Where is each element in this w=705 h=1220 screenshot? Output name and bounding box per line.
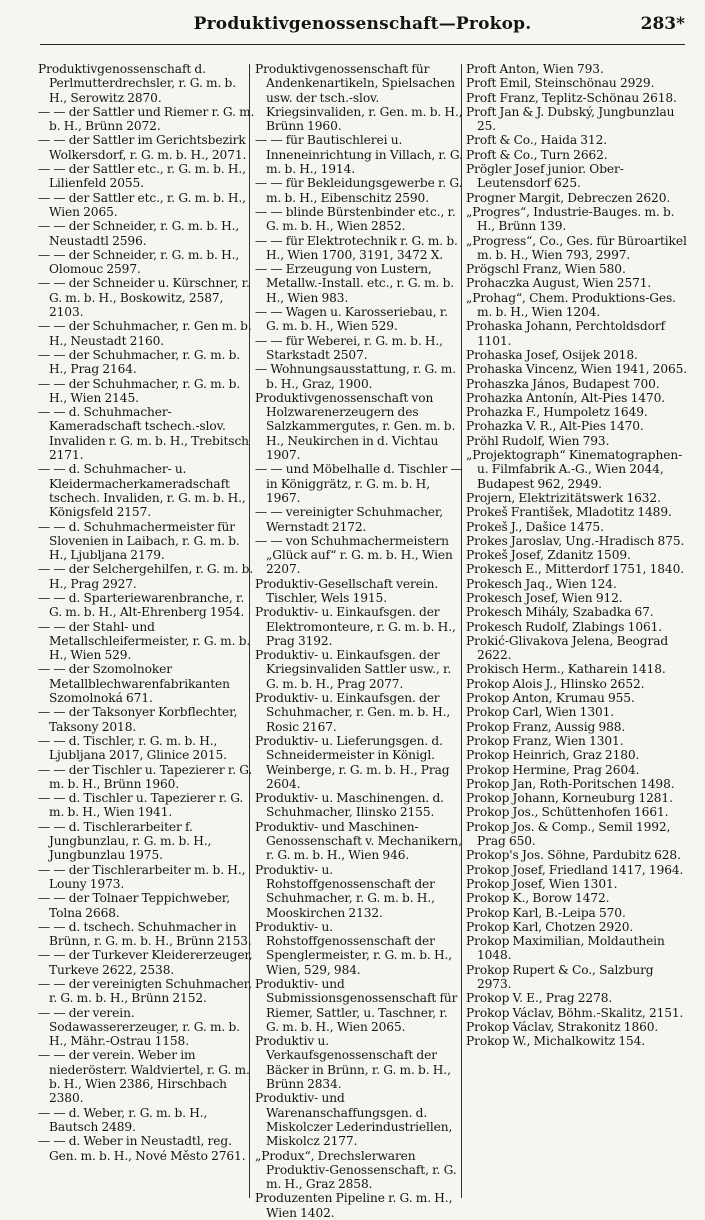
directory-entry: Prokesch Rudolf, Zlabings 1061. [466,619,663,634]
directory-entry: — — d. Schuhmachermeister für Slovenien in Laibach, r. G. m. b. H., Ljubljana 2179. [38,519,240,563]
directory-entry: Proft & Co., Haida 312. [466,133,608,148]
directory-entry: Prokop Alois J., Hlinsko 2652. [466,676,645,691]
directory-entry: Prokesch E., Mitterdorf 1751, 1840. [466,562,684,577]
directory-entry: Proft & Co., Turn 2662. [466,147,608,162]
directory-entry: Produktiv- und Submissionsgenossenschaft für Riemer, Sattler, u. Taschner, r. G. m. b. H., Wien 2065. [255,977,458,1034]
directory-entry: — — d. Sparteriewarenbranche, r. G. m. b. H., Alt-Ehrenberg 1954. [38,590,245,620]
directory-entry: Prokesch Mihály, Szabadka 67. [466,605,654,620]
directory-entry: — — d. Schuhmacher- u. Kleidermacherkameradschaft tschech. Invaliden, r. G. m. b. H., Königsfeld 2157. [38,462,246,520]
directory-entry: Produktiv- u. Rohstoffgenossenschaft der Schuhmacher, r. G. m. b. H., Mooskirchen 2132. [255,862,435,920]
directory-entry: Proft Jan & J. Dubský, Jungbunzlau 25. [466,104,675,134]
directory-entry: Prokop Rupert & Co., Salzburg 2973. [466,962,654,991]
directory-entry: Produktiv- und Maschinen-Genossenschaft v. Mechanikern, r. G. m. b. H., Wien 946. [255,819,462,863]
directory-entry: Produzenten Pipeline r. G. m. H., Wien 1402. [255,1191,453,1220]
directory-entry: Produktiv-Gesellschaft verein. Tischler, Wels 1915. [255,576,439,605]
directory-entry: Proft Emil, Steinschönau 2929. [466,76,655,91]
directory-entry: — — blinde Bürstenbinder etc., r. G. m. b. H., Wien 2852. [255,204,456,234]
directory-entry: — — der Schneider, r. G. m. b. H., Neustadtl 2596. [38,219,240,248]
directory-entry: — — der verein. Weber im niederösterr. Waldviertel, r. G. m. b. H., Wien 2386, Hirschbach 2380. [38,1048,250,1106]
directory-entry: — — d. Tischler u. Tapezierer r. G. m. b. H., Wien 1941. [38,791,244,820]
directory-entry: — — der Sattler und Riemer r. G. m. b. H., Brünn 2072. [38,104,255,134]
directory-entry: Prokop Josef, Friedland 1417, 1964. [466,862,684,877]
directory-entry: Prokop Franz, Aussig 988. [466,719,626,734]
directory-entry: Prohaska Vincenz, Wien 1941, 2065. [466,362,688,377]
directory-entry: — — d. Weber, r. G. m. b. H., Bautsch 2489. [38,1105,208,1134]
directory-entry: — — vereinigter Schuhmacher, Wernstadt 2172. [255,505,444,534]
column-1 [38,62,256,1163]
directory-entry: Prokes Jaroslav, Ung.-Hradisch 875. [466,533,685,548]
directory-entry: Prokop Hermine, Prag 2604. [466,762,640,777]
directory-entry: — — der verein. Sodawassererzeuger, r. G. m. b. H., Mähr.-Ostrau 1158. [38,1005,240,1049]
directory-entry: — — d. Tischlerarbeiter f. Jungbunzlau, r. G. m. b. H., Jungbunzlau 1975. [38,819,212,863]
directory-entry: — — für Weberei, r. G. m. b. H., Starkstadt 2507. [255,333,443,362]
directory-entry: „Produx“, Drechslerwaren Produktiv-Genossenschaft, r. G. m. H., Graz 2858. [255,1148,457,1192]
directory-entry: — — d. Tischler, r. G. m. b. H., Ljubljana 2017, Glinice 2015. [38,733,227,763]
directory-entry: Produktiv- u. Rohstoffgenossenschaft der Spenglermeister, r. G. m. b. H., Wien, 529, 984. [255,919,453,977]
directory-entry: Prokop Heinrich, Graz 2180. [466,748,640,763]
directory-entry: Prohaska Johann, Perchtoldsdorf 1101. [466,319,665,348]
directory-entry: — — der Tischlerarbeiter m. b. H., Louny 1973. [38,862,246,891]
directory-entry: „Projektograph“ Kinematographen- u. Filmfabrik A.-G., Wien 2044, Budapest 962, 2949. [466,448,683,491]
directory-entry: Prohaszka János, Budapest 700. [466,376,660,391]
directory-entry: Prokeš František, Mladotitz 1489. [466,505,672,520]
directory-entry: Prokop W., Michalkowitz 154. [466,1034,646,1049]
directory-entry: — — der Schuhmacher, r. G. m. b. H., Prag 2164. [38,347,241,377]
directory-entry: — — der Tischler u. Tapezierer r. G. m. b. H., Brünn 1960. [38,762,253,791]
directory-entry: Prohaczka August, Wien 2571. [466,276,652,291]
directory-entry: — — der Selchergehilfen, r. G. m. b. H., Prag 2927. [38,562,254,591]
directory-entry: Prohaska Josef, Osijek 2018. [466,347,638,362]
directory-entry: — — der Taksonyer Korbflechter, Taksony 2018. [38,705,238,734]
directory-entry: Prohazka V. R., Alt-Pies 1470. [466,419,644,434]
directory-entry: Progner Margit, Debreczen 2620. [466,190,671,205]
directory-entry: Prokop Josef, Wien 1301. [466,876,618,891]
page-number: 283* [640,14,685,34]
directory-entry: Prokesch Jaq., Wien 124. [466,576,617,591]
directory-entry: — — für Elektrotechnik r. G. m. b. H., Wien 1700, 3191, 3472 X. [255,233,458,262]
directory-entry: Pröhl Rudolf, Wien 793. [466,433,610,448]
directory-entry: Prokop Anton, Krumau 955. [466,691,635,706]
directory-entry: Produktiv- u. Maschinengen. d. Schuhmacher, Ilinsko 2155. [255,791,444,820]
directory-entry: — — d. Weber in Neustadtl, reg. Gen. m. b. H., Nové Město 2761. [38,1134,246,1163]
directory-entry: Prohazka F., Humpoletz 1649. [466,405,648,420]
directory-entry: — — von Schuhmachermeistern „Glück auf“ r. G. m. b. H., Wien 2207. [255,533,453,577]
directory-entry: — — Wagen u. Karosseriebau, r. G. m. b. H., Wien 529. [255,305,448,334]
directory-entry: Prögler Josef junior. Ober-Leutensdorf 625. [466,162,624,191]
directory-entry: Produktiv- u. Einkaufsgen. der Schuhmacher, r. Gen. m. b. H., Rosic 2167. [255,691,451,734]
directory-entry: Prokop Franz, Wien 1301. [466,733,624,748]
directory-entry: Proft Anton, Wien 793. [466,62,604,76]
directory-entry: Prokeš Josef, Zdanitz 1509. [466,548,631,563]
directory-entry: Prokop Carl, Wien 1301. [466,705,615,720]
directory-entry: Prokop Jos. & Comp., Semil 1992, Prag 650. [466,819,671,849]
directory-entry: — — der Tolnaer Teppichweber, Tolna 2668. [38,891,230,920]
directory-entry: Prokop Maximilian, Moldauthein 1048. [466,934,665,963]
directory-entry: Prokić-Glivakova Jelena, Beograd 2622. [466,633,669,663]
page-title: Produktivgenossenschaft—Prokop. [193,14,532,34]
directory-entry: Prokop's Jos. Söhne, Pardubitz 628. [466,848,681,863]
directory-entry: Produktiv- u. Einkaufsgen. der Elektromonteure, r. G. m. b. H., Prag 3192. [255,605,456,648]
directory-entry: Projern, Elektrizitätswerk 1632. [466,490,661,505]
column-2 [255,62,463,1220]
directory-entry: Produktivgenossenschaft für Andenkenartikeln, Spielsachen usw. der tsch.-slov. Kriegsinvaliden, r. Gen. m. b. H., Brünn 1960. [255,62,463,134]
directory-entry: — — der Stahl- und Metallschleifermeister, r. G. m. b. H., Wien 529. [38,619,251,663]
directory-entry: — — der Schuhmacher, r. Gen m. b. H., Neustadt 2160. [38,319,252,348]
directory-entry: — — Erzeugung von Lustern, Metallw.-Install. etc., r. G. m. b. H., Wien 983. [255,262,455,305]
directory-entry: Produktiv- u. Lieferungsgen. d. Schneidermeister in Königl. Weinberge, r. G. m. b. H., Prag 2604. [255,733,450,791]
directory-entry: — — der Schneider u. Kürschner, r. G. m. b. H., Boskowitz, 2587, 2103. [38,276,250,320]
directory-entry: — — d. tschech. Schuhmacher in Brünn, r. G. m. b. H., Brünn 2153. [38,919,252,949]
directory-entry: — — der Sattler im Gerichtsbezirk Wolkersdorf, r. G. m. b. H., 2071. [38,133,247,162]
directory-entry: Prokop Václav, Böhm.-Skalitz, 2151. [466,1005,684,1020]
directory-entry: Prokop Karl, B.-Leipa 570. [466,905,626,920]
directory-entry: Prokop Karl, Chotzen 2920. [466,919,634,934]
directory-entry: Prokop K., Borow 1472. [466,891,610,906]
directory-entry: — — der Turkever Kleidererzeuger, Turkeve 2622, 2538. [38,948,253,977]
directory-entry: Produktiv- u. Einkaufsgen. der Kriegsinvaliden Sattler usw., r. G. m. b. H., Prag 2077. [255,648,452,691]
directory-entry: Prokop Václav, Strakonitz 1860. [466,1019,659,1034]
directory-entry: „Progres“, Industrie-Bauges. m. b. H., Brünn 139. [466,204,675,234]
directory-entry: — — der Schneider, r. G. m. b. H., Olomouc 2597. [38,247,240,277]
directory-entry: Proft Franz, Teplitz-Schönau 2618. [466,90,677,105]
directory-entry: Produktiv u. Verkaufsgenossenschaft der Bäcker in Brünn, r. G. m. b. H., Brünn 2834. [255,1034,451,1092]
directory-entry: Produktivgenossenschaft von Holzwarenerzeugern des Salzkammergutes, r. Gen. m. b. H., Neukirchen in d. Vichtau 1907. [255,390,456,463]
directory-entry: Prokeš J., Dašice 1475. [466,519,604,534]
directory-entry: Prokop Johann, Korneuburg 1281. [466,791,673,806]
directory-entry: „Prohag“, Chem. Produktions-Ges. m. b. H., Wien 1204. [466,290,676,320]
directory-entry: Prokop Jan, Roth-Poritschen 1498. [466,776,675,791]
directory-entry: — Wohnungsausstattung, r. G. m. b. H., Graz, 1900. [255,362,456,391]
directory-entry: Prohazka Antonín, Alt-Pies 1470. [466,390,666,405]
directory-entry: — — und Möbelhalle d. Tischler — in Königgrätz, r. G. m. b. H, 1967. [255,462,463,505]
directory-entry: Prokop V. E., Prag 2278. [466,991,613,1006]
column-3 [466,62,688,1048]
directory-entry: — — der Sattler etc., r. G. m. b. H., Wien 2065. [38,190,246,219]
directory-entry: Produktiv- und Warenanschaffungsgen. d. Miskolczer Lederindustriellen, Miskolcz 2177. [255,1091,453,1149]
directory-entry: Prokesch Josef, Wien 912. [466,590,623,605]
directory-entry: — — der Schuhmacher, r. G. m. b. H., Wien 2145. [38,376,241,405]
directory-entry: Prokisch Herm., Katharein 1418. [466,662,666,677]
directory-entry: — — der Sattler etc., r. G. m. b. H., Lilienfeld 2055. [38,162,246,191]
directory-entry: — — d. Schuhmacher-Kameradschaft tschech.-slov. Invaliden r. G. m. b. H., Trebitsch 2171. [38,405,249,463]
directory-entry: Prögschl Franz, Wien 580. [466,262,626,277]
directory-entry: „Progress“, Co., Ges. für Büroartikel m. b. H., Wien 793, 2997. [466,233,687,262]
directory-entry: — — für Bautischlerei u. Inneneinrichtung in Villach, r. G. m. b. H., 1914. [255,133,463,177]
directory-entry: — — der vereinigten Schuhmacher, r. G. m. b. H., Brünn 2152. [38,977,252,1006]
directory-entry: Produktivgenossenschaft d. Perlmutterdrechsler, r. G. m. b. H., Serowitz 2870. [38,62,237,105]
directory-entry: — — der Szomolnoker Metallblechwarenfabrikanten Szomolnoká 671. [38,662,230,706]
page-header [40,10,685,45]
directory-entry: — — für Bekleidungsgewerbe r. G. m. b. H., Eibenschitz 2590. [255,176,463,205]
directory-entry: Prokop Jos., Schüttenhofen 1661. [466,805,669,820]
